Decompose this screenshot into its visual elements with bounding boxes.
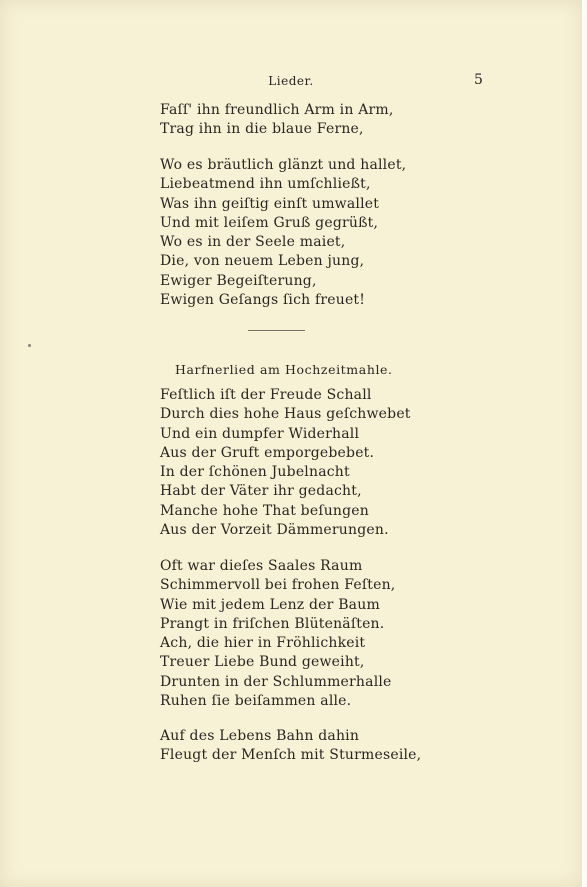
verse-line: Wo es bräutlich glänzt und hallet, — [160, 157, 407, 173]
verse-line: Treuer Liebe Bund geweiht, — [160, 654, 365, 671]
verse-line: Aus der Gruft emporgebebet. — [160, 444, 375, 461]
verse-line: Ewigen Geſangs ſich freuet! — [160, 292, 366, 309]
verse-line: Und mit leiſem Gruß gegrüßt, — [160, 214, 379, 231]
verse-line: Liebeatmend ihn umſchließt, — [160, 176, 371, 193]
poem-title: Harfnerlied am Hochzeitmahle. — [175, 362, 393, 377]
stanza-2 — [160, 156, 406, 310]
stanza-3 — [160, 386, 411, 540]
verse-line: Ach, die hier in Fröhlichkeit — [160, 635, 366, 652]
verse-line: Oft war dieſes Saales Raum — [160, 558, 363, 574]
running-head: Lieder. — [268, 74, 314, 88]
verse-line: Ruhen ſie beiſammen alle. — [160, 693, 352, 710]
verse-line: Schimmervoll bei frohen Feſten, — [160, 577, 396, 594]
verse-line: Ewiger Begeiſterung, — [160, 272, 317, 289]
verse-line: Habt der Väter ihr gedacht, — [160, 483, 362, 500]
verse-line: Durch dies hohe Haus geſchwebet — [160, 406, 411, 423]
stanza-5 — [160, 727, 421, 766]
verse-line: Prangt in friſchen Blütenäſten. — [160, 615, 385, 632]
verse-line: Was ihn geiſtig einſt umwallet — [160, 195, 380, 212]
verse-line: Auf des Lebens Bahn dahin — [160, 728, 360, 744]
verse-line: Feſtlich iſt der Freude Schall — [160, 387, 372, 403]
verse-line: Wie mit jedem Lenz der Baum — [160, 596, 380, 613]
verse-line: Die, von neuem Leben jung, — [160, 253, 365, 270]
verse-line: Aus der Vorzeit Dämmerungen. — [160, 522, 389, 539]
verse-line: Faſſ' ihn freundlich Arm in Arm, — [160, 102, 394, 118]
verse-line: Und ein dumpfer Widerhall — [160, 425, 360, 442]
verse-line: Drunten in der Schlummerhalle — [160, 673, 392, 690]
verse-line: In der ſchönen Jubelnacht — [160, 464, 350, 481]
page-number: 5 — [474, 72, 483, 88]
verse-line: Wo es in der Seele maiet, — [160, 234, 346, 251]
section-divider — [248, 330, 305, 331]
paper-speck — [28, 344, 31, 347]
verse-line: Trag ihn in die blaue Ferne, — [160, 121, 364, 138]
stanza-1 — [160, 101, 394, 140]
page-edge — [582, 0, 587, 887]
verse-line: Manche hohe That beſungen — [160, 502, 369, 519]
stanza-4 — [160, 557, 395, 711]
verse-line: Fleugt der Menſch mit Sturmeseile, — [160, 747, 422, 764]
